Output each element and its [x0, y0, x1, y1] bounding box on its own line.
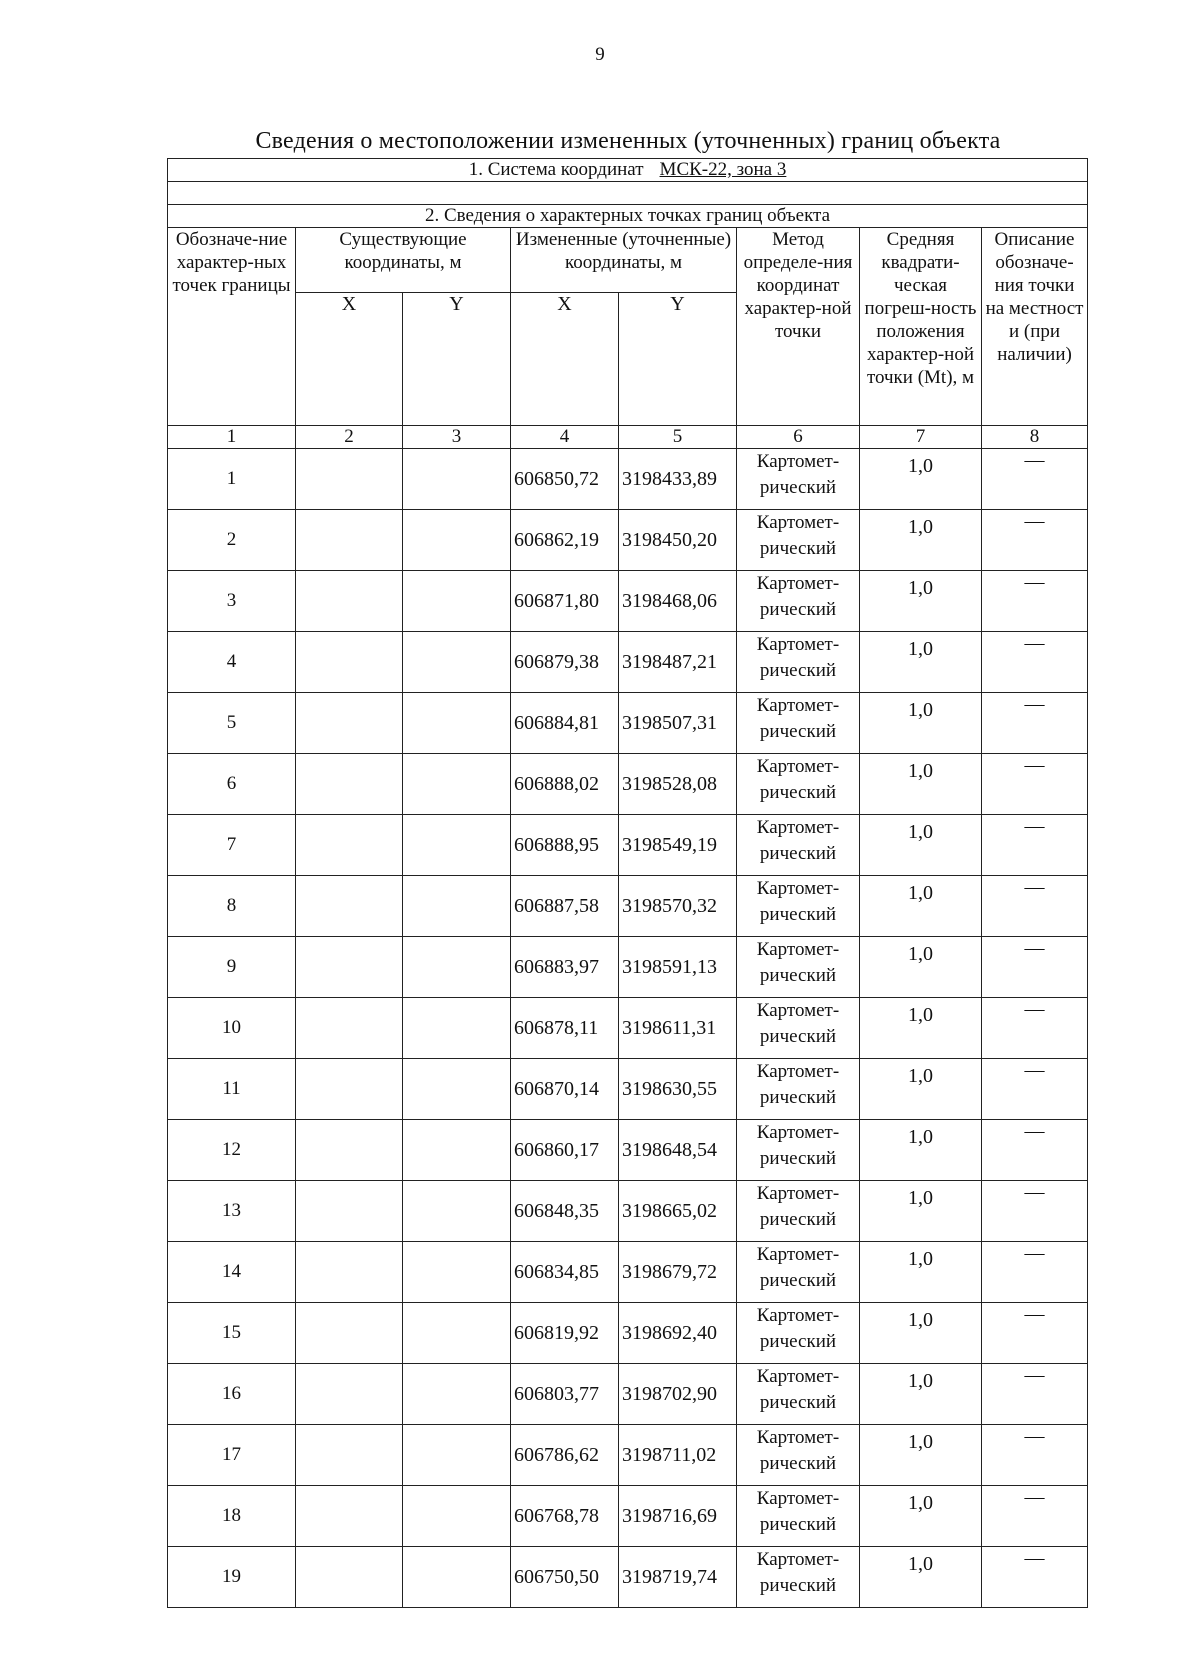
column-number: 1 — [168, 426, 296, 449]
point-number-cell: 10 — [168, 998, 296, 1059]
existing-y-cell — [403, 1547, 511, 1608]
existing-x-cell — [296, 1425, 403, 1486]
table-row — [168, 571, 1088, 632]
header-error: Средняя квадрати-ческая погреш-ность положения характер-ной точки (Mt), м — [860, 228, 982, 426]
error-cell: 1,0 — [860, 1120, 982, 1181]
existing-x-cell — [296, 1547, 403, 1608]
existing-y-cell — [403, 1181, 511, 1242]
existing-y-cell — [403, 998, 511, 1059]
method-cell: Картомет-рический — [737, 510, 860, 571]
header-changed-x: X — [511, 293, 619, 426]
changed-x-cell: 606860,17 — [511, 1120, 619, 1181]
column-number: 4 — [511, 426, 619, 449]
description-cell: — — [982, 1181, 1088, 1242]
error-cell: 1,0 — [860, 1486, 982, 1547]
error-cell: 1,0 — [860, 754, 982, 815]
error-cell: 1,0 — [860, 571, 982, 632]
error-cell: 1,0 — [860, 1059, 982, 1120]
description-cell: — — [982, 1486, 1088, 1547]
table-row — [168, 998, 1088, 1059]
existing-x-cell — [296, 1486, 403, 1547]
changed-x-cell: 606871,80 — [511, 571, 619, 632]
column-number: 7 — [860, 426, 982, 449]
coordinate-system-label: 1. Система координат — [468, 159, 644, 180]
changed-x-cell: 606870,14 — [511, 1059, 619, 1120]
point-number-cell: 17 — [168, 1425, 296, 1486]
point-number-cell: 8 — [168, 876, 296, 937]
changed-x-cell: 606883,97 — [511, 937, 619, 998]
point-number-cell: 15 — [168, 1303, 296, 1364]
method-cell: Картомет-рический — [737, 571, 860, 632]
table-row — [168, 632, 1088, 693]
header-existing-coordinates: Существующие координаты, м — [296, 228, 511, 293]
error-cell: 1,0 — [860, 937, 982, 998]
existing-x-cell — [296, 937, 403, 998]
existing-y-cell — [403, 1486, 511, 1547]
existing-x-cell — [296, 1242, 403, 1303]
existing-y-cell — [403, 754, 511, 815]
point-number-cell: 19 — [168, 1547, 296, 1608]
error-cell: 1,0 — [860, 1425, 982, 1486]
changed-x-cell: 606887,58 — [511, 876, 619, 937]
existing-x-cell — [296, 1364, 403, 1425]
existing-y-cell — [403, 1303, 511, 1364]
column-number: 8 — [982, 426, 1088, 449]
error-cell: 1,0 — [860, 1181, 982, 1242]
changed-x-cell: 606848,35 — [511, 1181, 619, 1242]
column-number: 6 — [737, 426, 860, 449]
changed-y-cell: 3198591,13 — [619, 937, 737, 998]
column-number: 3 — [403, 426, 511, 449]
changed-y-cell: 3198549,19 — [619, 815, 737, 876]
existing-x-cell — [296, 510, 403, 571]
changed-x-cell: 606888,02 — [511, 754, 619, 815]
existing-y-cell — [403, 1059, 511, 1120]
existing-x-cell — [296, 1059, 403, 1120]
description-cell: — — [982, 571, 1088, 632]
method-cell: Картомет-рический — [737, 815, 860, 876]
description-cell: — — [982, 1059, 1088, 1120]
table-row — [168, 754, 1088, 815]
description-cell: — — [982, 1303, 1088, 1364]
changed-x-cell: 606803,77 — [511, 1364, 619, 1425]
table-row — [168, 449, 1088, 510]
method-cell: Картомет-рический — [737, 1303, 860, 1364]
description-cell: — — [982, 1425, 1088, 1486]
header-changed-coordinates: Измененные (уточненные) координаты, м — [511, 228, 737, 293]
changed-y-cell: 3198450,20 — [619, 510, 737, 571]
existing-x-cell — [296, 693, 403, 754]
point-number-cell: 6 — [168, 754, 296, 815]
changed-y-cell: 3198716,69 — [619, 1486, 737, 1547]
error-cell: 1,0 — [860, 815, 982, 876]
point-number-cell: 12 — [168, 1120, 296, 1181]
existing-x-cell — [296, 1181, 403, 1242]
changed-x-cell: 606878,11 — [511, 998, 619, 1059]
point-number-cell: 4 — [168, 632, 296, 693]
blank-row — [168, 182, 1088, 205]
changed-y-cell: 3198719,74 — [619, 1547, 737, 1608]
description-cell: — — [982, 998, 1088, 1059]
changed-x-cell: 606750,50 — [511, 1547, 619, 1608]
error-cell: 1,0 — [860, 1364, 982, 1425]
description-cell: — — [982, 754, 1088, 815]
changed-x-cell: 606888,95 — [511, 815, 619, 876]
changed-y-cell: 3198648,54 — [619, 1120, 737, 1181]
changed-y-cell: 3198433,89 — [619, 449, 737, 510]
method-cell: Картомет-рический — [737, 1120, 860, 1181]
changed-y-cell: 3198692,40 — [619, 1303, 737, 1364]
point-number-cell: 2 — [168, 510, 296, 571]
header-existing-x: X — [296, 293, 403, 426]
existing-x-cell — [296, 571, 403, 632]
changed-y-cell: 3198528,08 — [619, 754, 737, 815]
changed-y-cell: 3198611,31 — [619, 998, 737, 1059]
page-number: 9 — [595, 44, 605, 65]
changed-y-cell: 3198570,32 — [619, 876, 737, 937]
existing-x-cell — [296, 754, 403, 815]
table-row — [168, 876, 1088, 937]
points-section-row — [168, 205, 1088, 228]
header-designation: Обозначе-ние характер-ных точек границы — [168, 228, 296, 426]
changed-x-cell: 606819,92 — [511, 1303, 619, 1364]
method-cell: Картомет-рический — [737, 998, 860, 1059]
existing-x-cell — [296, 1120, 403, 1181]
header-existing-y: Y — [403, 293, 511, 426]
table-row — [168, 1425, 1088, 1486]
point-number-cell: 18 — [168, 1486, 296, 1547]
table-row — [168, 1303, 1088, 1364]
error-cell: 1,0 — [860, 1303, 982, 1364]
header-row — [168, 228, 1088, 293]
changed-x-cell: 606850,72 — [511, 449, 619, 510]
column-number: 2 — [296, 426, 403, 449]
description-cell: — — [982, 632, 1088, 693]
error-cell: 1,0 — [860, 693, 982, 754]
point-number-cell: 14 — [168, 1242, 296, 1303]
table-row — [168, 937, 1088, 998]
coordinate-system-row — [168, 159, 1088, 182]
table-row — [168, 1059, 1088, 1120]
existing-x-cell — [296, 632, 403, 693]
error-cell: 1,0 — [860, 876, 982, 937]
changed-x-cell: 606862,19 — [511, 510, 619, 571]
column-number: 5 — [619, 426, 737, 449]
description-cell: — — [982, 1242, 1088, 1303]
header-description: Описание обозначе-ния точки на местност и (при наличии) — [982, 228, 1088, 426]
points-section-label: 2. Сведения о характерных точках границ объекта — [168, 205, 1088, 228]
table-row — [168, 693, 1088, 754]
existing-y-cell — [403, 937, 511, 998]
error-cell: 1,0 — [860, 1242, 982, 1303]
table-row — [168, 1486, 1088, 1547]
changed-y-cell: 3198507,31 — [619, 693, 737, 754]
table-row — [168, 1181, 1088, 1242]
description-cell: — — [982, 693, 1088, 754]
existing-y-cell — [403, 1364, 511, 1425]
changed-x-cell: 606768,78 — [511, 1486, 619, 1547]
description-cell: — — [982, 815, 1088, 876]
method-cell: Картомет-рический — [737, 937, 860, 998]
existing-y-cell — [403, 571, 511, 632]
description-cell: — — [982, 1120, 1088, 1181]
changed-y-cell: 3198665,02 — [619, 1181, 737, 1242]
description-cell: — — [982, 876, 1088, 937]
method-cell: Картомет-рический — [737, 1425, 860, 1486]
header-changed-y: Y — [619, 293, 737, 426]
point-number-cell: 16 — [168, 1364, 296, 1425]
changed-y-cell: 3198487,21 — [619, 632, 737, 693]
changed-x-cell: 606786,62 — [511, 1425, 619, 1486]
error-cell: 1,0 — [860, 510, 982, 571]
point-number-cell: 13 — [168, 1181, 296, 1242]
existing-y-cell — [403, 1425, 511, 1486]
method-cell: Картомет-рический — [737, 449, 860, 510]
method-cell: Картомет-рический — [737, 693, 860, 754]
existing-x-cell — [296, 998, 403, 1059]
changed-x-cell: 606879,38 — [511, 632, 619, 693]
table-row — [168, 1120, 1088, 1181]
header-method: Метод определе-ния координат характер-ной точки — [737, 228, 860, 426]
changed-y-cell: 3198468,06 — [619, 571, 737, 632]
error-cell: 1,0 — [860, 1547, 982, 1608]
table-row — [168, 815, 1088, 876]
table-row — [168, 1364, 1088, 1425]
table-row — [168, 1547, 1088, 1608]
table-row — [168, 1242, 1088, 1303]
error-cell: 1,0 — [860, 998, 982, 1059]
existing-x-cell — [296, 449, 403, 510]
coordinate-system-value: МСК-22, зона 3 — [659, 159, 787, 180]
description-cell: — — [982, 1364, 1088, 1425]
method-cell: Картомет-рический — [737, 1364, 860, 1425]
changed-x-cell: 606834,85 — [511, 1242, 619, 1303]
existing-y-cell — [403, 632, 511, 693]
document-title: Сведения о местоположении измененных (уточненных) границ объекта — [255, 128, 1001, 154]
changed-x-cell: 606884,81 — [511, 693, 619, 754]
column-numbers-row — [168, 426, 1088, 449]
method-cell: Картомет-рический — [737, 1486, 860, 1547]
method-cell: Картомет-рический — [737, 632, 860, 693]
description-cell: — — [982, 937, 1088, 998]
method-cell: Картомет-рический — [737, 754, 860, 815]
point-number-cell: 3 — [168, 571, 296, 632]
error-cell: 1,0 — [860, 632, 982, 693]
existing-y-cell — [403, 1120, 511, 1181]
point-number-cell: 9 — [168, 937, 296, 998]
point-number-cell: 5 — [168, 693, 296, 754]
method-cell: Картомет-рический — [737, 1547, 860, 1608]
existing-y-cell — [403, 693, 511, 754]
existing-x-cell — [296, 1303, 403, 1364]
description-cell: — — [982, 449, 1088, 510]
boundary-points-table — [167, 158, 1088, 1608]
method-cell: Картомет-рический — [737, 876, 860, 937]
point-number-cell: 7 — [168, 815, 296, 876]
method-cell: Картомет-рический — [737, 1059, 860, 1120]
changed-y-cell: 3198679,72 — [619, 1242, 737, 1303]
existing-y-cell — [403, 1242, 511, 1303]
changed-y-cell: 3198630,55 — [619, 1059, 737, 1120]
table-row — [168, 510, 1088, 571]
changed-y-cell: 3198702,90 — [619, 1364, 737, 1425]
description-cell: — — [982, 510, 1088, 571]
existing-y-cell — [403, 510, 511, 571]
method-cell: Картомет-рический — [737, 1181, 860, 1242]
existing-y-cell — [403, 449, 511, 510]
method-cell: Картомет-рический — [737, 1242, 860, 1303]
changed-y-cell: 3198711,02 — [619, 1425, 737, 1486]
existing-y-cell — [403, 815, 511, 876]
existing-x-cell — [296, 876, 403, 937]
description-cell: — — [982, 1547, 1088, 1608]
point-number-cell: 11 — [168, 1059, 296, 1120]
existing-x-cell — [296, 815, 403, 876]
error-cell: 1,0 — [860, 449, 982, 510]
point-number-cell: 1 — [168, 449, 296, 510]
existing-y-cell — [403, 876, 511, 937]
